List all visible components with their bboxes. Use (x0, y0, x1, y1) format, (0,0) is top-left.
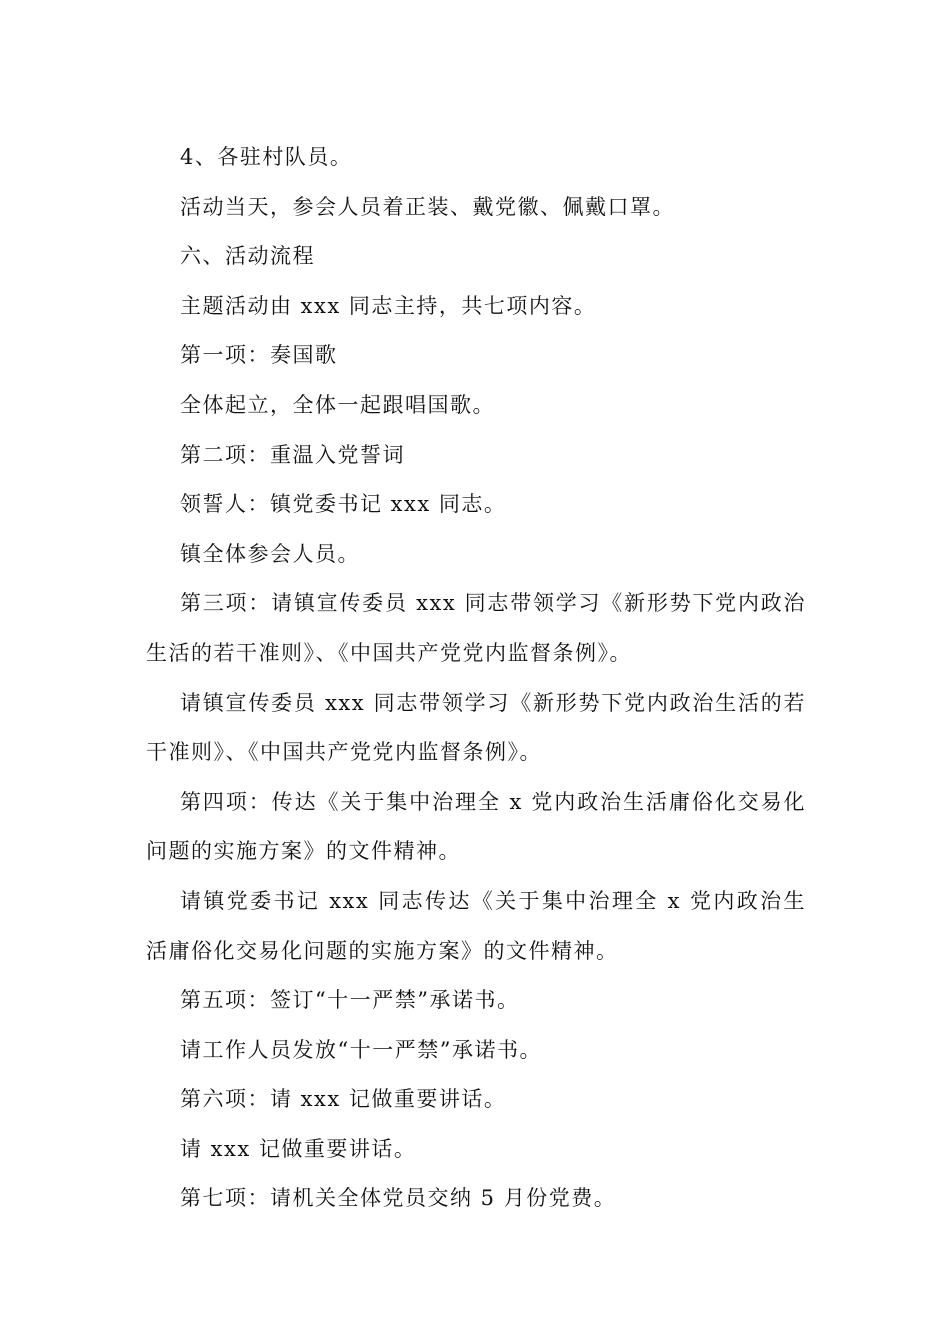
paragraph-village-members: 4、各驻村队员。 (180, 145, 353, 169)
item-4-detail: 请镇党委书记 xxx 同志传达《关于集中治理全 x 党内政治生活庸俗化交易化问题的实施方案》的文件精神。 (146, 888, 806, 963)
item-4-title: 第四项：传达《关于集中治理全 x 党内政治生活庸俗化交易化问题的实施方案》的文件精神。 (146, 789, 806, 864)
item-3-detail: 请镇宣传委员 xxx 同志带领学习《新形势下党内政治生活的若干准则》、《中国共产党党内监督条例》。 (146, 690, 806, 765)
item-1-title: 第一项：奏国歌 (180, 343, 338, 368)
item-2-title: 第二项：重温入党誓词 (180, 442, 405, 467)
section-heading-activity-flow: 六、活动流程 (180, 244, 315, 269)
item-7-title: 第七项：请机关全体党员交纳 5 月份党费。 (180, 1186, 617, 1211)
document-body (146, 133, 806, 1224)
paragraph-dress-code: 活动当天，参会人员着正装、戴党徽、佩戴口罩。 (180, 194, 675, 219)
item-6-title: 第六项：请 xxx 记做重要讲话。 (180, 1087, 507, 1112)
item-5-title: 第五项：签订“十一严禁”承诺书。 (180, 988, 520, 1013)
paragraph-host: 主题活动由 xxx 同志主持，共七项内容。 (180, 293, 597, 318)
item-5-detail: 请工作人员发放“十一严禁”承诺书。 (180, 1037, 542, 1062)
item-2-participants: 镇全体参会人员。 (180, 541, 360, 566)
item-1-detail: 全体起立，全体一起跟唱国歌。 (180, 392, 495, 417)
item-3-title: 第三项：请镇宣传委员 xxx 同志带领学习《新形势下党内政治生活的若干准则》、《中国共产党党内监督条例》。 (146, 591, 806, 665)
item-6-detail: 请 xxx 记做重要讲话。 (180, 1136, 417, 1161)
item-2-oath-leader: 领誓人：镇党委书记 xxx 同志。 (180, 492, 507, 517)
